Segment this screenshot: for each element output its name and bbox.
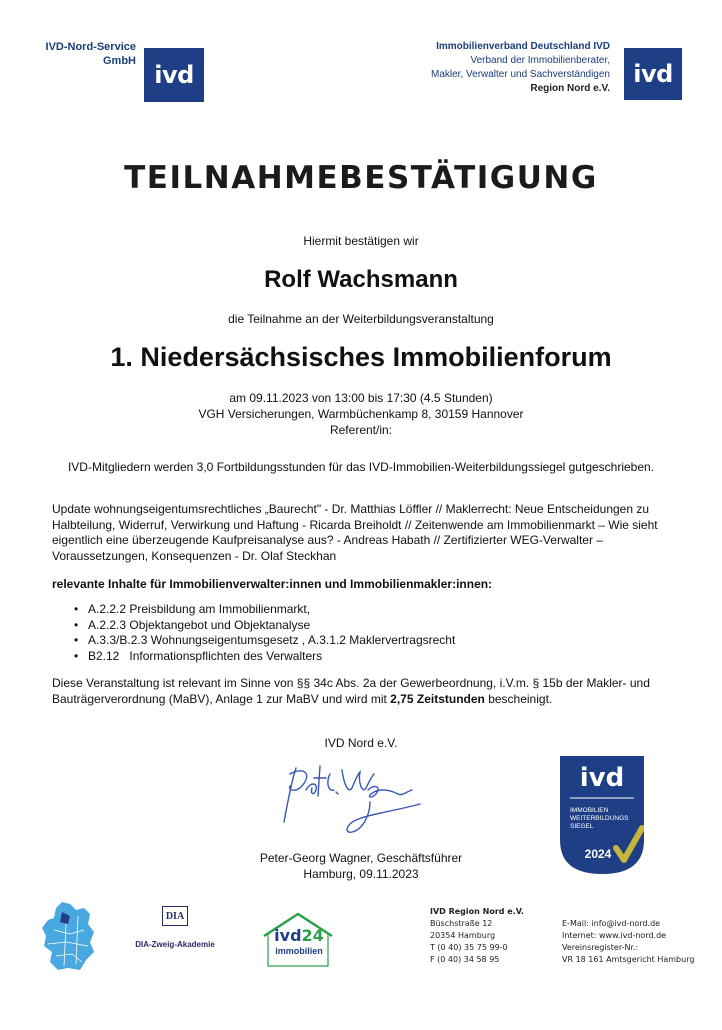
left-org-line2: GmbH (103, 55, 136, 67)
participant-name: Rolf Wachsmann (264, 266, 458, 293)
list-item: • B2.12 Informationspflichten des Verwalters (74, 649, 455, 665)
ivd24-num: 24 (301, 926, 324, 945)
event-speaker-label: Referent/in: (329, 423, 393, 437)
ivd-logo-left (144, 42, 204, 102)
dia-logo: DIA (162, 906, 188, 926)
left-org-name (34, 40, 136, 68)
dia-name: DIA-Zweig-Akademie (135, 940, 215, 949)
relevant-list (74, 602, 455, 664)
footer-email: E-Mail: info@ivd-nord.de (562, 919, 661, 928)
ivd-logo-right-text: ivd (633, 60, 673, 88)
credits-text: IVD-Mitgliedern werden 3,0 Fortbildungsstunden für das IVD-Immobilien-Weiterbildungssiegel gutgeschrieben. (67, 460, 655, 474)
legal-text-hours: 2,75 Zeitstunden (390, 691, 485, 706)
footer-addr-phone: T (0 40) 35 75 99-0 (430, 943, 508, 952)
footer-internet: Internet: www.ivd-nord.de (562, 931, 667, 940)
ivd-logo-left-text: ivd (154, 61, 194, 89)
left-org-line1: IVD-Nord-Service (45, 41, 136, 53)
right-org-sub1: Verband der Immobilienberater, (470, 55, 610, 66)
footer-addr-fax: F (0 40) 34 58 95 (430, 955, 500, 964)
event-details (0, 390, 722, 438)
signer-name: Peter-Georg Wagner, Geschäftsführer (259, 851, 463, 865)
relevant-heading: relevante Inhalte für Immobilienverwalter:innen und Immobilienmakler:innen: (52, 577, 493, 591)
legal-text (52, 676, 672, 707)
germany-map-icon (40, 900, 96, 972)
issuer-org: IVD Nord e.V. (324, 736, 398, 750)
list-item: • A.2.2.3 Objektangebot und Objektanalyse (74, 618, 455, 634)
ivd-logo-right (624, 42, 682, 100)
weiterbildungs-seal (560, 756, 644, 874)
signature-image (270, 760, 430, 840)
dia-logo-block (130, 906, 220, 949)
event-date-time: am 09.11.2023 von 13:00 bis 17:30 (4.5 Stunden) (229, 391, 493, 405)
footer-address (430, 906, 524, 966)
right-org-region: Region Nord e.V. (530, 83, 610, 94)
document-title: TEILNAHMEBESTÄTIGUNG (124, 160, 598, 196)
legal-text-part1: Diese Veranstaltung ist relevant im Sinne von §§ 34c Abs. 2a der Gewerbeordnung, i.V.m. § 15b der Makler- und Bauträgerverordnung (MaBV), Anlage 1 zur MaBV und wird mit (52, 676, 650, 706)
ivd24-main: ivd (274, 926, 302, 945)
list-item: • A.2.2.2 Preisbildung am Immobilienmarkt, (74, 602, 455, 618)
signer-place-date: Hamburg, 09.11.2023 (303, 867, 419, 881)
right-org-sub2: Makler, Verwalter und Sachverständigen (431, 69, 610, 80)
topics-text: Update wohnungseigentumsrechtliches „Baurecht" - Dr. Matthias Löffler // Maklerrecht: Neue Entscheidungen zu Halbteilung, Widerruf, Verwirkung und Haftung - Ricarda Breiholdt // Zeitenwende am Immobilienmarkt – Wie sieht eigentlich eine überzeugende Kaufpreisanalyse aus? - Andreas Habath // Zertifizierter WEG-Verwalter – Voraussetzungen, Konsequenzen - Dr. Olaf Steckhan (52, 502, 658, 563)
legal-text-part2: bescheinigt. (484, 691, 553, 706)
footer-contact (562, 918, 694, 966)
ivd24-sub: immobilien (275, 946, 323, 956)
event-name: 1. Niedersächsisches Immobilienforum (110, 342, 612, 372)
right-org-block (380, 40, 610, 96)
seal-line2: WEITERBILDUNGS (570, 815, 629, 822)
footer-register-label: Vereinsregister-Nr.: (562, 943, 639, 952)
seal-line1: IMMOBILIEN (570, 807, 609, 814)
confirm-text: Hiermit bestätigen wir (303, 234, 419, 248)
footer-addr-title: IVD Region Nord e.V. (430, 907, 524, 916)
seal-year: 2024 (584, 847, 612, 861)
footer-addr-city: 20354 Hamburg (430, 931, 496, 940)
list-item: • A.3.3/B.2.3 Wohnungseigentumsgesetz , A.3.1.2 Maklervertragsrecht (74, 633, 455, 649)
event-location: VGH Versicherungen, Warmbüchenkamp 8, 30159 Hannover (198, 407, 524, 421)
participation-text: die Teilnahme an der Weiterbildungsveranstaltung (228, 312, 494, 326)
right-org-title: Immobilienverband Deutschland IVD (436, 41, 610, 52)
footer-register-value: VR 18 161 Amtsgericht Hamburg (562, 955, 695, 964)
footer-addr-street: Büschstraße 12 (430, 919, 493, 928)
seal-logo: ivd (579, 763, 625, 793)
seal-line3: SIEGEL (570, 823, 594, 830)
ivd24-logo (264, 928, 334, 944)
